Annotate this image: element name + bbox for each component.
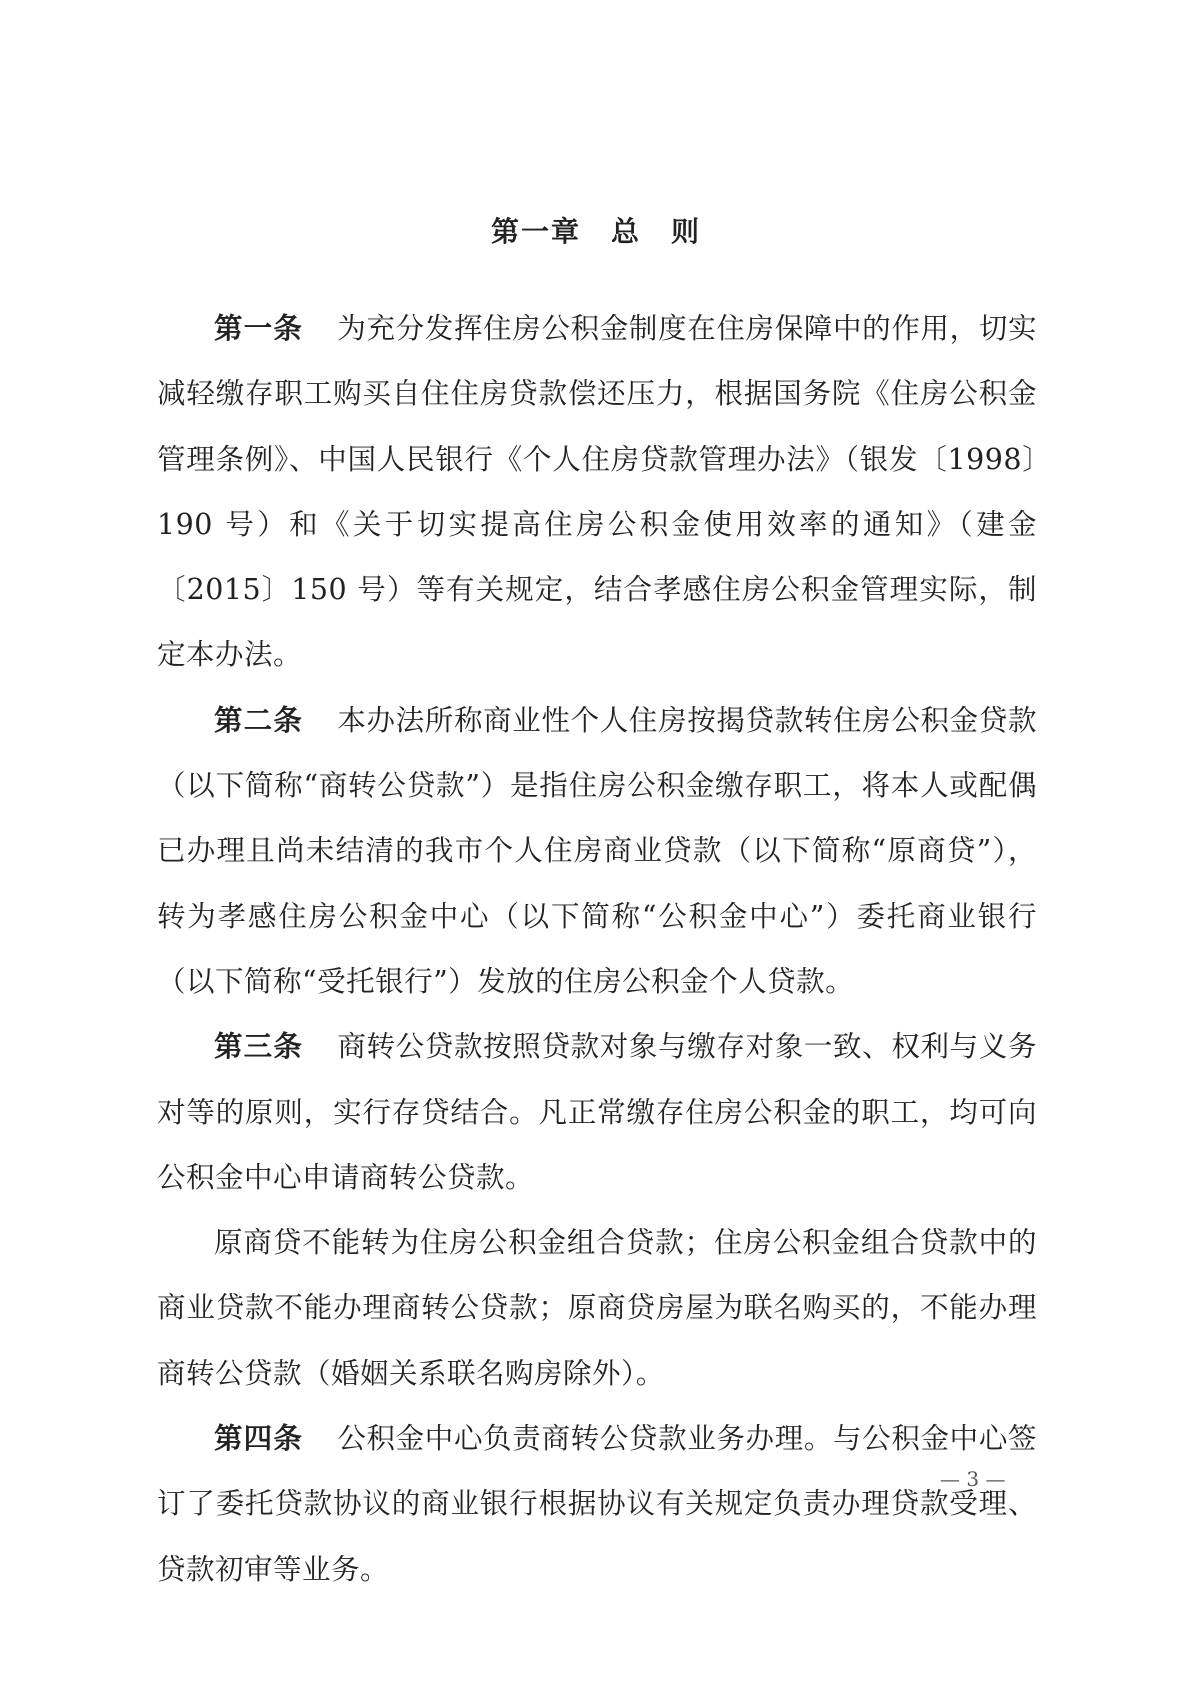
article-3 (157, 1014, 1037, 1210)
article-text: 本办法所称商业性个人住房按揭贷款转住房公积金贷款（以下简称“商转公贷款”）是指住房公积金缴存职工，将本人或配偶已办理且尚未结清的我市个人住房商业贷款（以下简称“原商贷”），转为孝感住房公积金中心（以下简称“公积金中心”）委托商业银行（以下简称“受托银行”）发放的住房公积金个人贷款。 (157, 703, 1037, 998)
article-text: 为充分发挥住房公积金制度在住房保障中的作用，切实减轻缴存职工购买自住住房贷款偿还压力，根据国务院《住房公积金管理条例》、中国人民银行《个人住房贷款管理办法》（银发〔1998〕190 号）和《关于切实提高住房公积金使用效率的通知》（建金〔2015〕150 号）等有关规定，结合孝感住房公积金管理实际，制定本办法。 (157, 312, 1037, 672)
article-text: 原商贷不能转为住房公积金组合贷款；住房公积金组合贷款中的商业贷款不能办理商转公贷款；原商贷房屋为联名购买的，不能办理商转公贷款（婚姻关系联名购房除外）。 (157, 1226, 1037, 1390)
document-body (157, 296, 1037, 1602)
article-4 (157, 1406, 1037, 1602)
article-text: 商转公贷款按照贷款对象与缴存对象一致、权利与义务对等的原则，实行存贷结合。凡正常缴存住房公积金的职工，均可向公积金中心申请商转公贷款。 (157, 1030, 1037, 1194)
chapter-title: 第一章 总 则 (490, 215, 701, 248)
article-label: 第二条 (214, 703, 303, 737)
page-number: — 3 — (940, 1467, 1006, 1491)
article-label: 第一条 (214, 312, 303, 345)
article-3-continuation (157, 1210, 1037, 1406)
article-text: 公积金中心负责商转公贷款业务办理。与公积金中心签订了委托贷款协议的商业银行根据协议有关规定负责办理贷款受理、贷款初审等业务。 (157, 1422, 1037, 1586)
article-label: 第三条 (214, 1030, 303, 1064)
article-2 (157, 688, 1037, 1014)
article-1 (157, 296, 1037, 688)
article-label: 第四条 (214, 1422, 303, 1456)
